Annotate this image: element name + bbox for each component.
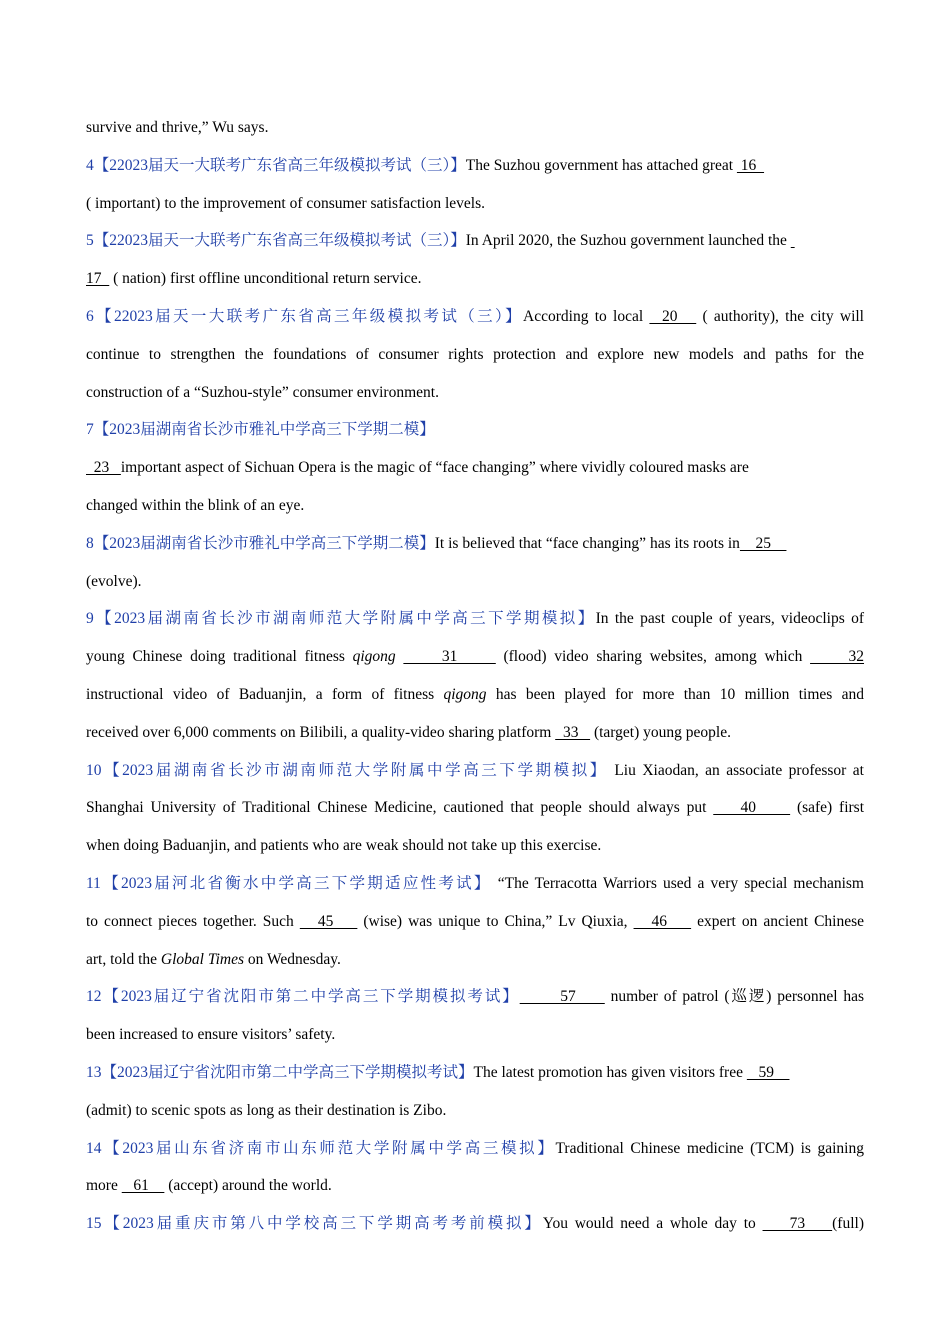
question-text: In April 2020, the Suzhou government launched the	[465, 232, 791, 250]
question-item-14	[86, 1130, 864, 1206]
question-number: 7	[86, 421, 94, 439]
answer-blank[interactable]: 32	[810, 648, 865, 666]
question-text: (accept) around the world.	[164, 1177, 332, 1195]
paragraph-line	[86, 147, 864, 185]
question-source: 【2023届河北省衡水中学高三下学期适应性考试】	[100, 874, 492, 892]
question-number: 5	[86, 232, 94, 250]
paragraph-line	[86, 563, 864, 601]
question-item-9	[86, 600, 864, 751]
question-source: 【2023届湖南省长沙市雅礼中学高三下学期二模】	[93, 421, 435, 439]
question-text: It is believed that “face changing” has its roots in	[434, 534, 740, 552]
paragraph-line	[86, 903, 864, 941]
carry-over-text: survive and thrive,” Wu says.	[86, 119, 269, 136]
paragraph-line	[86, 676, 864, 714]
question-source: 【22023届天一大联考广东省高三年级模拟考试（三）】	[93, 307, 524, 325]
paragraph-line	[86, 941, 864, 979]
paragraph-line	[86, 449, 864, 487]
question-text: (admit) to scenic spots as long as their destination is Zibo.	[86, 1101, 447, 1119]
document-page	[86, 109, 864, 1243]
question-text-italic: qigong	[352, 648, 396, 666]
question-text: ( authority), the city will	[696, 307, 864, 325]
paragraph-line	[86, 638, 864, 676]
paragraph-line	[86, 714, 864, 752]
question-source: 【22023届天一大联考广东省高三年级模拟考试（三）】	[93, 156, 466, 174]
paragraph-line	[86, 1092, 864, 1130]
question-text: been increased to ensure visitors’ safety.	[86, 1026, 336, 1044]
question-number: 15	[86, 1215, 102, 1233]
question-item-13	[86, 1054, 864, 1130]
answer-blank[interactable]: 17	[86, 270, 110, 288]
question-item-7	[86, 411, 864, 524]
paragraph-line	[86, 487, 864, 525]
answer-blank[interactable]: 16	[736, 156, 765, 174]
question-text: Shanghai University of Traditional Chinese Medicine, cautioned that people should always put	[86, 799, 714, 817]
question-source: 【2023届重庆市第八中学校高三下学期高考考前模拟】	[101, 1215, 543, 1233]
paragraph-line	[86, 336, 864, 374]
paragraph-line	[86, 827, 864, 865]
question-text: construction of a “Suzhou-style” consumer environment.	[86, 383, 439, 401]
question-number: 12	[86, 988, 102, 1006]
question-text: continue to strengthen the foundations of consumer rights protection and explore new models and paths for the	[86, 345, 864, 363]
answer-blank[interactable]: 25	[739, 534, 787, 552]
answer-blank[interactable]: 61	[121, 1177, 165, 1195]
question-source: 【2023届辽宁省沈阳市第二中学高三下学期模拟考试】	[101, 1063, 474, 1081]
question-number: 9	[86, 610, 94, 628]
question-number: 6	[86, 307, 94, 325]
paragraph-line	[86, 1054, 864, 1092]
paragraph-line	[86, 1130, 864, 1168]
paragraph-line	[86, 260, 864, 298]
question-text: In the past couple of years, videoclips of	[595, 610, 864, 628]
paragraph-line	[86, 222, 864, 260]
question-item-12	[86, 978, 864, 1054]
question-number: 14	[86, 1139, 102, 1157]
question-item-11	[86, 865, 864, 978]
paragraph-line	[86, 109, 864, 147]
question-text: important aspect of Sichuan Opera is the magic of “face changing” where vividly coloured masks are	[120, 459, 749, 477]
question-text: (wise) was unique to China,” Lv Qiuxia,	[357, 912, 634, 930]
question-text: changed within the blink of an eye.	[86, 496, 305, 514]
question-text: on Wednesday.	[244, 950, 341, 968]
question-text: The Suzhou government has attached great	[465, 156, 737, 174]
question-text: (full)	[832, 1215, 864, 1233]
question-number: 13	[86, 1063, 102, 1081]
question-text: (flood) video sharing websites, among which	[495, 648, 811, 666]
question-text: ( nation) first offline unconditional return service.	[109, 270, 422, 288]
question-item-8	[86, 525, 864, 601]
question-number: 8	[86, 534, 94, 552]
paragraph-line	[86, 789, 864, 827]
answer-blank[interactable]: 20	[649, 307, 697, 325]
answer-blank[interactable]: 31	[403, 648, 496, 666]
question-source: 【2023届湖南省长沙市雅礼中学高三下学期二模】	[93, 534, 435, 552]
question-text: young Chinese doing traditional fitness	[86, 648, 353, 666]
question-text: Traditional Chinese medicine (TCM) is gaining	[555, 1139, 864, 1157]
question-text: received over 6,000 comments on Bilibili, a quality-video sharing platform	[86, 723, 556, 741]
question-text: has been played for more than 10 million times and	[486, 685, 864, 703]
paragraph-line	[86, 752, 864, 790]
question-text: to connect pieces together. Such	[86, 912, 300, 930]
question-text-italic: qigong	[443, 685, 487, 703]
question-text-italic: Global Times	[160, 950, 245, 968]
question-source: 【2023届辽宁省沈阳市第二中学高三下学期模拟考试】	[101, 988, 520, 1006]
question-item-6	[86, 298, 864, 411]
paragraph-line	[86, 298, 864, 336]
question-text: The latest promotion has given visitors free	[473, 1063, 747, 1081]
paragraph-line	[86, 600, 864, 638]
paragraph-line	[86, 525, 864, 563]
question-item-10	[86, 752, 864, 865]
question-text: ( important) to the improvement of consumer satisfaction levels.	[86, 194, 486, 212]
question-text: According to local	[523, 307, 650, 325]
paragraph-line	[86, 411, 864, 449]
question-source: 【22023届天一大联考广东省高三年级模拟考试（三）】	[93, 232, 466, 250]
answer-blank[interactable]: 46	[633, 912, 692, 930]
paragraph-line	[86, 865, 864, 903]
question-text: You would need a whole day to	[542, 1215, 763, 1233]
answer-blank[interactable]: 57	[519, 988, 605, 1006]
paragraph-line	[86, 978, 864, 1016]
question-text: more	[86, 1177, 122, 1195]
question-text: “The Terracotta Warriors used a very special mechanism	[491, 874, 864, 892]
question-source: 【2023届山东省济南市山东师范大学附属中学高三模拟】	[101, 1139, 556, 1157]
answer-blank[interactable]: 59	[746, 1063, 790, 1081]
question-source: 【2023届湖南省长沙市湖南师范大学附属中学高三下学期模拟】	[93, 610, 596, 628]
question-source: 【2023届湖南省长沙市湖南师范大学附属中学高三下学期模拟】	[101, 761, 608, 779]
paragraph-line	[86, 374, 864, 412]
question-number: 11	[86, 874, 101, 892]
answer-blank[interactable]: 73	[762, 1215, 833, 1233]
paragraph-line	[86, 1016, 864, 1054]
answer-blank[interactable]: 23	[86, 459, 121, 477]
question-number: 4	[86, 156, 94, 174]
paragraph-line	[86, 185, 864, 223]
answer-blank[interactable]: 33	[555, 723, 591, 741]
question-text: art, told the	[86, 950, 161, 968]
paragraph-line	[86, 1205, 864, 1243]
question-text: when doing Baduanjin, and patients who are weak should not take up this exercise.	[86, 837, 602, 855]
answer-blank[interactable]: 45	[299, 912, 358, 930]
question-item-15	[86, 1205, 864, 1243]
question-text: (target) young people.	[590, 723, 731, 741]
paragraph-line	[86, 1167, 864, 1205]
question-text: Liu Xiaodan, an associate professor at	[607, 761, 864, 779]
question-number: 10	[86, 761, 102, 779]
question-text: instructional video of Baduanjin, a form of fitness	[86, 685, 444, 703]
question-text: expert on ancient Chinese	[691, 912, 865, 930]
question-text: (evolve).	[86, 572, 142, 590]
question-item-5	[86, 222, 864, 298]
question-text: number of patrol (巡逻) personnel has	[604, 988, 864, 1006]
answer-blank[interactable]	[791, 232, 795, 249]
question-text: (safe) first	[790, 799, 865, 817]
answer-blank[interactable]: 40	[713, 799, 791, 817]
question-item-4	[86, 147, 864, 223]
